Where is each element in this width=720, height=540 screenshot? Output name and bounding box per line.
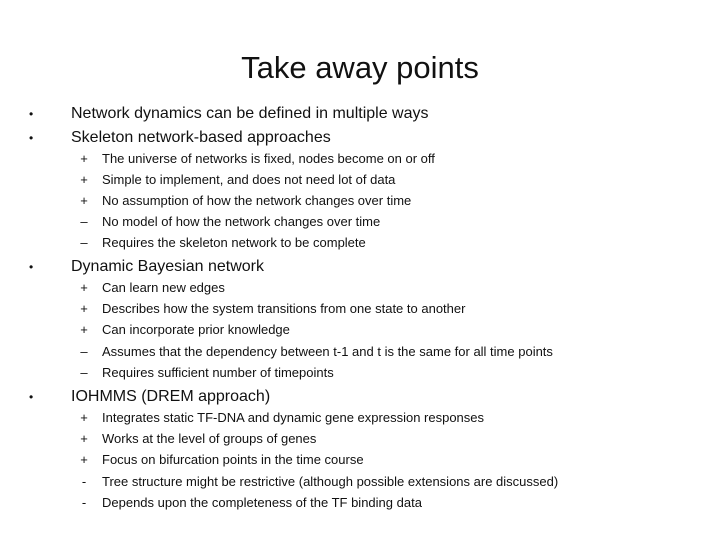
sub-bullet-text: No assumption of how the network changes over time <box>102 193 412 208</box>
sub-bullet-text: Depends upon the completeness of the TF binding data <box>102 495 422 510</box>
sub-bullet-marker: + <box>80 301 88 316</box>
sub-bullet-text: Can incorporate prior knowledge <box>102 322 290 337</box>
sub-bullet-text: Integrates static TF-DNA and dynamic gene expression responses <box>102 410 485 425</box>
bullet-marker: • <box>29 260 34 274</box>
sub-bullet-text: Focus on bifurcation points in the time course <box>102 452 364 467</box>
sub-bullet-text: Assumes that the dependency between t-1 and t is the same for all time points <box>102 344 553 359</box>
bullet-text: Skeleton network-based approaches <box>71 129 331 146</box>
bullet-marker: • <box>29 390 34 404</box>
sub-bullet-marker: + <box>80 193 88 208</box>
sub-bullet-marker: + <box>80 280 88 295</box>
sub-bullet-marker: + <box>80 322 88 337</box>
sub-bullet-marker: – <box>80 214 88 229</box>
sub-bullet-text: No model of how the network changes over time <box>102 214 381 229</box>
sub-bullet-marker: + <box>80 410 88 425</box>
sub-bullet-text: Works at the level of groups of genes <box>102 431 317 446</box>
bullet-text: Network dynamics can be defined in multiple ways <box>71 105 429 122</box>
sub-bullet-marker: – <box>80 235 88 250</box>
sub-bullet-marker: + <box>80 431 88 446</box>
sub-bullet-marker: - <box>81 495 87 510</box>
sub-bullet-text: Requires the skeleton network to be complete <box>102 235 366 250</box>
sub-bullet-marker: + <box>80 151 88 166</box>
slide-title: Take away points <box>241 50 479 85</box>
sub-bullet-marker: - <box>81 474 87 489</box>
sub-bullet-marker: – <box>80 365 88 380</box>
sub-bullet-text: Tree structure might be restrictive (although possible extensions are discussed) <box>102 474 559 489</box>
sub-bullet-text: Describes how the system transitions from one state to another <box>102 301 466 316</box>
sub-bullet-text: The universe of networks is fixed, nodes become on or off <box>102 151 435 166</box>
sub-bullet-marker: + <box>80 172 88 187</box>
bullet-text: IOHMMS (DREM approach) <box>71 388 271 405</box>
sub-bullet-text: Requires sufficient number of timepoints <box>102 365 334 380</box>
bullet-text: Dynamic Bayesian network <box>71 258 264 275</box>
sub-bullet-marker: – <box>80 344 88 359</box>
sub-bullet-marker: + <box>80 452 88 467</box>
sub-bullet-text: Can learn new edges <box>102 280 225 295</box>
bullet-marker: • <box>29 131 34 145</box>
sub-bullet-text: Simple to implement, and does not need lot of data <box>102 172 396 187</box>
bullet-marker: • <box>29 107 34 121</box>
